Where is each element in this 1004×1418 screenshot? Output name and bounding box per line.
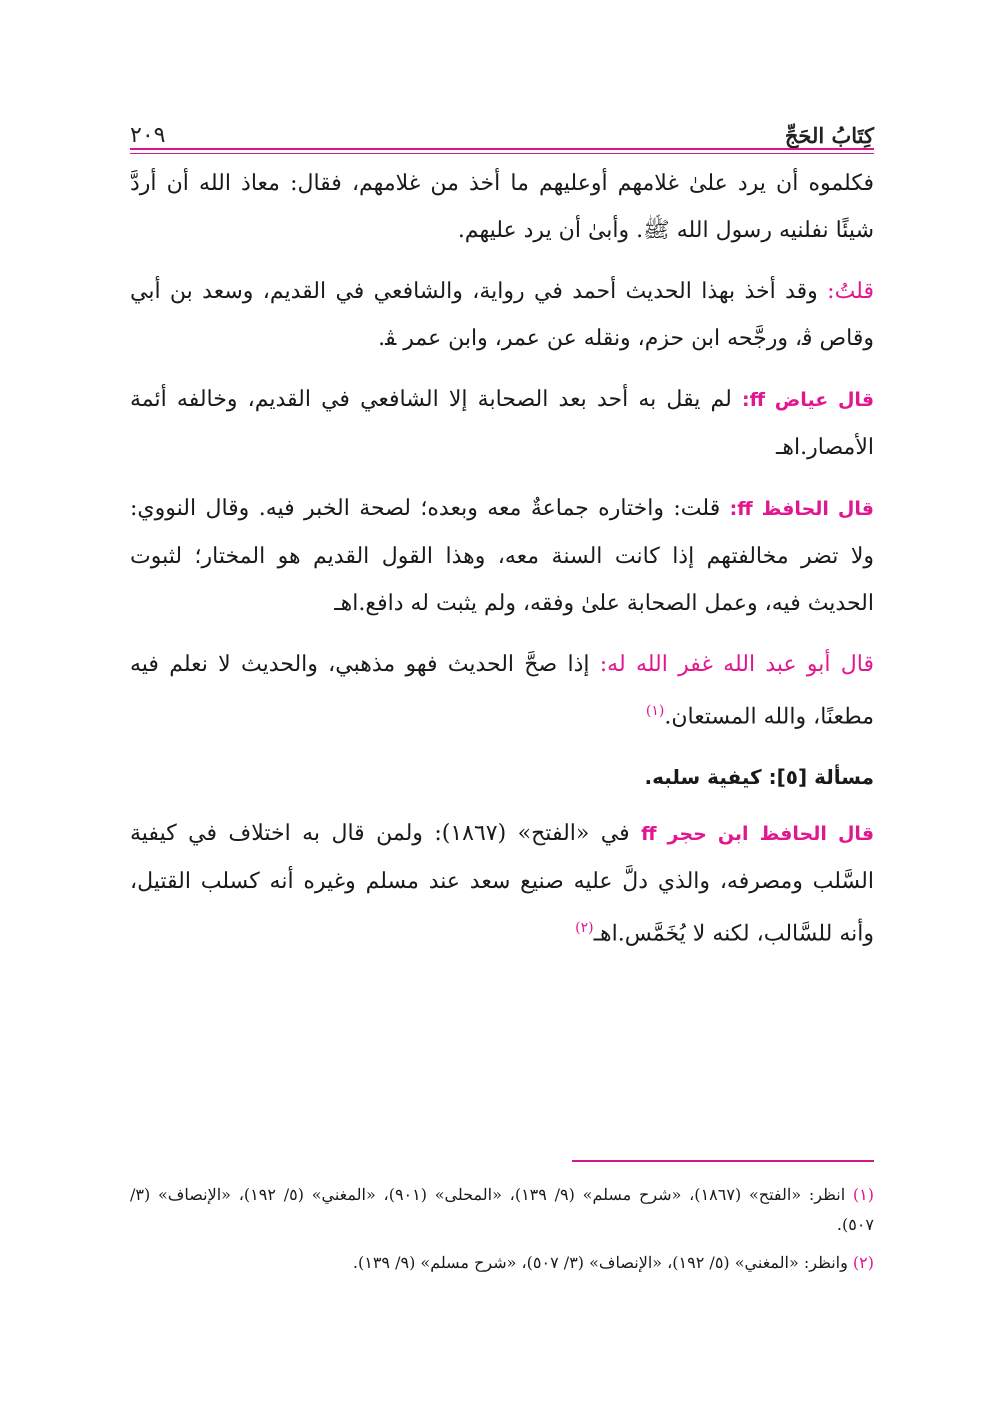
paragraph-6-label: قال الحافظ ابن حجر ﬀ <box>641 823 875 846</box>
footnotes <box>130 1180 874 1286</box>
footnote-1-number: (١) <box>852 1185 875 1204</box>
paragraph-6 <box>130 810 874 957</box>
paragraph-3 <box>130 376 874 471</box>
page-number: ٢٠٩ <box>130 123 166 148</box>
paragraph-5-label: قال أبو عبد الله غفر الله له: <box>599 652 874 677</box>
paragraph-4-text: قلت: واختاره جماعةٌ معه وبعده؛ لصحة الخبر فيه. وقال النووي: ولا تضر مخالفتهم إذا كانت السنة معه، وهذا القول القديم هو المختار؛ لثبوت الحديث فيه، وعمل الصحابة علىٰ وفقه، ولم يثبت له دافع.اهـ <box>130 496 874 616</box>
footnote-2-number: (٢) <box>852 1253 874 1272</box>
footnote-2 <box>130 1248 874 1278</box>
header-rule-thin <box>130 153 874 154</box>
page-header <box>130 108 874 148</box>
paragraph-6-text: في «الفتح» (١٨٦٧): ولمن قال به اختلاف في كيفية السَّلب ومصرفه، والذي دلَّ عليه صنيع سعد عند مسلم وغيره أنه كسلب القتيل، وأنه للسَّالب، لكنه لا يُخَمَّس.اهـ <box>130 821 874 947</box>
footnote-ref-2[interactable]: (٢) <box>575 920 594 937</box>
footnote-1 <box>130 1180 874 1240</box>
paragraph-4 <box>130 485 874 627</box>
paragraph-1: فكلموه أن يرد علىٰ غلامهم أوعليهم ما أخذ من غلامهم، فقال: معاذ الله أن أردَّ شيئًا نفلنيه رسول الله ﷺ. وأبىٰ أن يرد عليهم. <box>130 171 874 243</box>
paragraph-2 <box>130 268 874 362</box>
header-rule <box>130 148 874 150</box>
footnote-2-text: وانظر: «المغني» (٥/ ١٩٢)، «الإنصاف» (٣/ ٥٠٧)، «شرح مسلم» (٩/ ١٣٩). <box>352 1253 853 1272</box>
book-title: كِتَابُ الحَجِّ <box>784 123 874 148</box>
footnote-ref-1[interactable]: (١) <box>645 703 665 719</box>
paragraph-5 <box>130 641 874 740</box>
paragraph-4-label: قال الحافظ ﬀ: <box>729 498 874 520</box>
main-text <box>130 160 874 972</box>
section-heading: مسألة [٥]: كيفية سلبه. <box>644 765 874 790</box>
footnote-separator <box>572 1160 874 1162</box>
paragraph-3-label: قال عياض ﬀ: <box>741 389 875 411</box>
paragraph-5-text: إذا صحَّ الحديث فهو مذهبي، والحديث لا نعلم فيه مطعنًا، والله المستعان. <box>130 652 874 730</box>
footnote-1-text: انظر: «الفتح» (١٨٦٧)، «شرح مسلم» (٩/ ١٣٩)، «المحلى» (٩٠١)، «المغني» (٥/ ١٩٢)، «الإنصاف» (٣/ ٥٠٧). <box>130 1185 874 1234</box>
paragraph-3-text: لم يقل به أحد بعد الصحابة إلا الشافعي في القديم، وخالفه أئمة الأمصار.اهـ <box>130 387 874 460</box>
paragraph-2-text: وقد أخذ بهذا الحديث أحمد في رواية، والشافعي في القديم، وسعد بن أبي وقاص ﭬ، ورجَّحه ابن حزم، ونقله عن عمر، وابن عمر ﭭ. <box>130 279 874 351</box>
paragraph-2-label: قلتُ: <box>827 279 874 304</box>
